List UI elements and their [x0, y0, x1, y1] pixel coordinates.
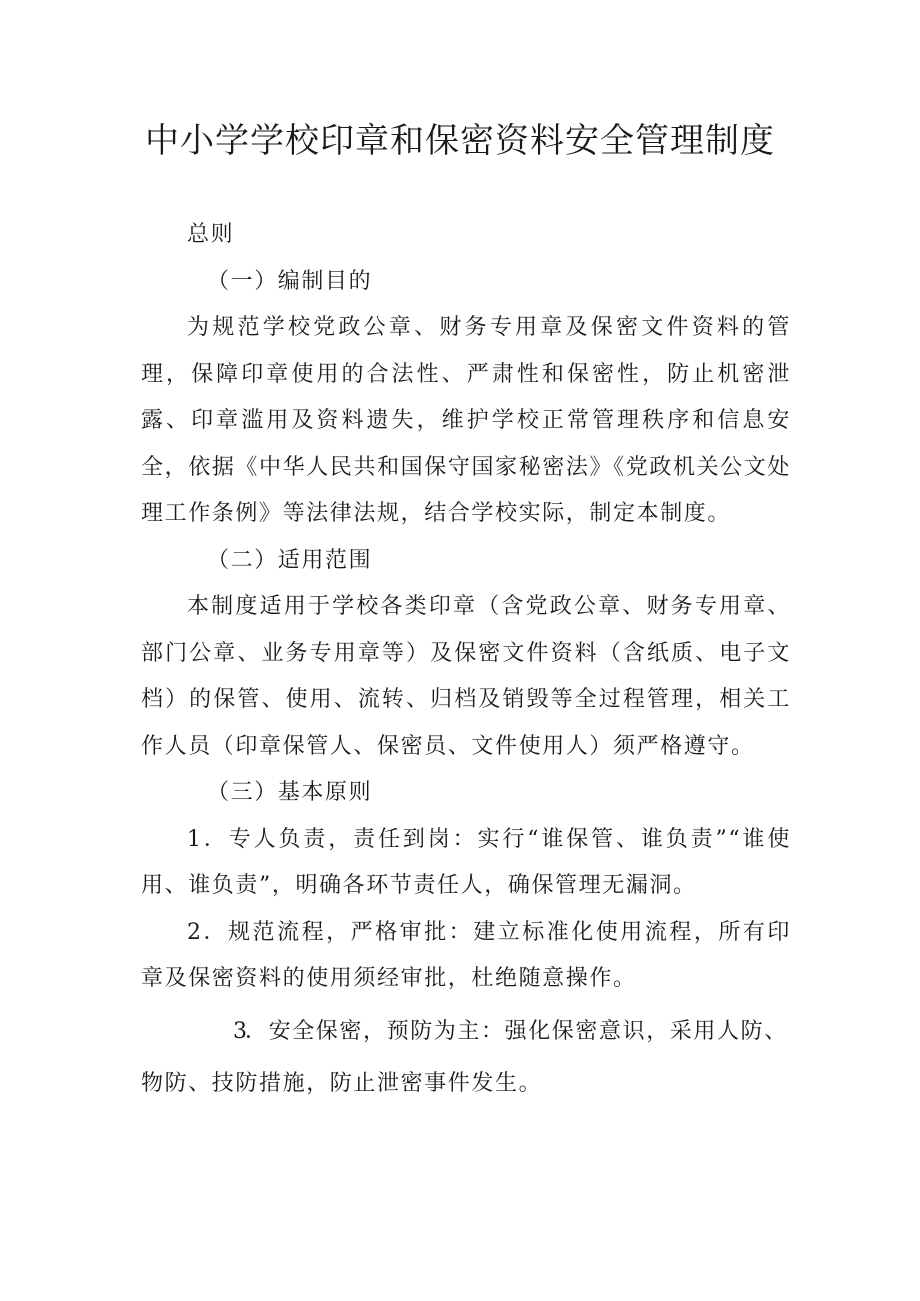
purpose-heading: （一）编制目的: [207, 268, 373, 294]
document-title: 中小学学校印章和保密资料安全管理制度: [145, 121, 775, 161]
principle-2: 2．规范流程，严格审批：建立标准化使用流程，所有印章及保密资料的使用须经审批，杜绝随意操作。: [141, 919, 791, 991]
general-heading: 总则: [187, 222, 235, 247]
scope-heading: （二）适用范围: [207, 547, 373, 573]
principle-3-line-2: 物防、技防措施，防止泄密事件发生。: [141, 1071, 543, 1096]
principle-3-line-1: [141, 1009, 791, 1056]
principle-1: 1．专人负责，责任到岗：实行“谁保管、谁负责”“谁使用、谁负责”，明确各环节责任人，确保管理无漏洞。: [141, 826, 791, 898]
principles-heading: （三）基本原则: [207, 780, 373, 805]
principle-3-number: 3: [233, 1018, 249, 1044]
scope-paragraph: 本制度适用于学校各类印章（含党政公章、财务专用章、部门公章、业务专用章等）及保密文件资料（含纸质、电子文档）的保管、使用、流转、归档及销毁等全过程管理，相关工作人员（印章保管人、保密员、文件使用人）须严格遵守。: [141, 594, 791, 759]
document-body: [141, 212, 791, 1108]
principle-3-text: ．安全保密，预防为主：强化保密意识，采用人防、: [245, 1018, 788, 1044]
purpose-paragraph: 为规范学校党政公章、财务专用章及保密文件资料的管理，保障印章使用的合法性、严肃性和保密性，防止机密泄露、印章滥用及资料遗失，维护学校正常管理秩序和信息安全，依据《中华人民共和国保守国家秘密法》《党政机关公文处理工作条例》等法律法规，结合学校实际，制定本制度。: [141, 315, 791, 526]
